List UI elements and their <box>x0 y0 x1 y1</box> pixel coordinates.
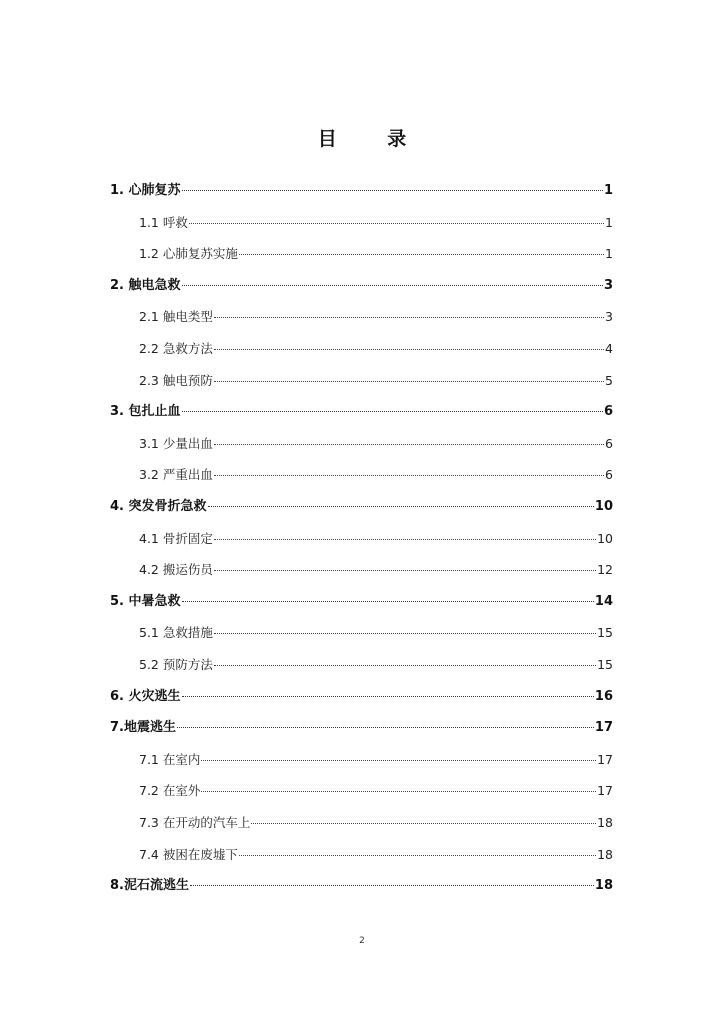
toc-dot-leader <box>182 600 594 602</box>
toc-title: 目 录 <box>317 128 429 150</box>
toc-entry-page: 16 <box>594 689 613 704</box>
toc-entry-page: 15 <box>597 657 613 672</box>
toc-entry-label: 4. 突发骨折急救 <box>110 499 207 514</box>
toc-dot-leader <box>182 695 594 697</box>
toc-entry-page: 14 <box>594 594 613 609</box>
toc-chapter-entry[interactable] <box>110 496 613 518</box>
toc-entry-page: 1 <box>603 183 613 198</box>
toc-section-entry[interactable] <box>139 338 613 360</box>
toc-entry-page: 6 <box>605 467 613 482</box>
page-number: 2 <box>359 936 365 946</box>
toc-chapter-entry[interactable] <box>110 717 613 739</box>
toc-chapter-entry[interactable] <box>110 686 613 708</box>
toc-entry-page: 17 <box>597 752 613 767</box>
toc-dot-leader <box>214 664 596 666</box>
toc-entry-label: 5.1 急救措施 <box>139 625 213 640</box>
toc-section-entry[interactable] <box>139 243 613 265</box>
toc-section-entry[interactable] <box>139 812 613 834</box>
toc-dot-leader <box>190 884 594 886</box>
toc-dot-leader <box>182 189 603 191</box>
toc-dot-leader <box>214 348 604 350</box>
toc-entry-label: 1. 心肺复苏 <box>110 183 181 198</box>
toc-chapter-entry[interactable] <box>110 401 613 423</box>
toc-dot-leader <box>201 759 596 761</box>
toc-dot-leader <box>214 538 596 540</box>
toc-section-entry[interactable] <box>139 306 613 328</box>
toc-entry-label: 7.1 在室内 <box>139 752 201 767</box>
toc-section-entry[interactable] <box>139 844 613 866</box>
toc-entry-page: 4 <box>605 341 613 356</box>
toc-dot-leader <box>214 632 596 634</box>
toc-entry-label: 1.2 心肺复苏实施 <box>139 246 238 261</box>
toc-entry-page: 3 <box>605 309 613 324</box>
toc-entry-label: 7.4 被困在废墟下 <box>139 847 238 862</box>
toc-entry-page: 10 <box>597 531 613 546</box>
toc-dot-leader <box>208 505 594 507</box>
toc-dot-leader <box>214 443 604 445</box>
toc-entry-page: 6 <box>605 436 613 451</box>
toc-dot-leader <box>189 222 604 224</box>
toc-entry-page: 17 <box>597 783 613 798</box>
toc-section-entry[interactable] <box>139 528 613 550</box>
toc-entry-label: 7.地震逃生 <box>110 720 176 735</box>
toc-section-entry[interactable] <box>139 464 613 486</box>
toc-entry-page: 18 <box>597 815 613 830</box>
toc-entry-label: 7.2 在室外 <box>139 783 201 798</box>
toc-entry-page: 5 <box>605 373 613 388</box>
toc-section-entry[interactable] <box>139 622 613 644</box>
toc-section-entry[interactable] <box>139 749 613 771</box>
toc-entry-page: 15 <box>597 625 613 640</box>
toc-entry-page: 1 <box>605 246 613 261</box>
toc-section-entry[interactable] <box>139 654 613 676</box>
toc-section-entry[interactable] <box>139 559 613 581</box>
toc-dot-leader <box>214 380 604 382</box>
toc-entry-page: 10 <box>594 499 613 514</box>
toc-chapter-entry[interactable] <box>110 591 613 613</box>
toc-dot-leader <box>177 726 594 728</box>
toc-dot-leader <box>214 569 596 571</box>
toc-dot-leader <box>182 284 603 286</box>
toc-entry-page: 12 <box>597 562 613 577</box>
toc-entry-page: 3 <box>603 278 613 293</box>
toc-dot-leader <box>239 253 604 255</box>
toc-entry-label: 5.2 预防方法 <box>139 657 213 672</box>
toc-entry-label: 2. 触电急救 <box>110 278 181 293</box>
toc-entry-label: 6. 火灾逃生 <box>110 689 181 704</box>
toc-entry-label: 2.2 急救方法 <box>139 341 213 356</box>
toc-dot-leader <box>239 854 596 856</box>
toc-entry-page: 18 <box>594 878 613 893</box>
toc-chapter-entry[interactable] <box>110 275 613 297</box>
toc-dot-leader <box>214 474 604 476</box>
toc-entry-page: 1 <box>605 215 613 230</box>
toc-section-entry[interactable] <box>139 212 613 234</box>
toc-entry-label: 2.1 触电类型 <box>139 309 213 324</box>
toc-entry-label: 3.1 少量出血 <box>139 436 213 451</box>
toc-dot-leader <box>251 822 596 824</box>
toc-section-entry[interactable] <box>139 780 613 802</box>
toc-section-entry[interactable] <box>139 370 613 392</box>
toc-entry-page: 6 <box>603 404 613 419</box>
toc-entry-label: 3. 包扎止血 <box>110 404 181 419</box>
toc-entry-label: 4.1 骨折固定 <box>139 531 213 546</box>
toc-entry-page: 17 <box>594 720 613 735</box>
toc-entry-label: 1.1 呼救 <box>139 215 188 230</box>
toc-entry-label: 4.2 搬运伤员 <box>139 562 213 577</box>
toc-dot-leader <box>182 410 603 412</box>
toc-entry-label: 2.3 触电预防 <box>139 373 213 388</box>
toc-entry-label: 8.泥石流逃生 <box>110 878 189 893</box>
toc-dot-leader <box>201 790 596 792</box>
toc-chapter-entry[interactable] <box>110 180 613 202</box>
toc-dot-leader <box>214 316 604 318</box>
toc-entry-label: 3.2 严重出血 <box>139 467 213 482</box>
toc-entry-label: 7.3 在开动的汽车上 <box>139 815 251 830</box>
toc-section-entry[interactable] <box>139 433 613 455</box>
toc-chapter-entry[interactable] <box>110 875 613 897</box>
toc-entry-page: 18 <box>597 847 613 862</box>
toc-entry-label: 5. 中暑急救 <box>110 594 181 609</box>
